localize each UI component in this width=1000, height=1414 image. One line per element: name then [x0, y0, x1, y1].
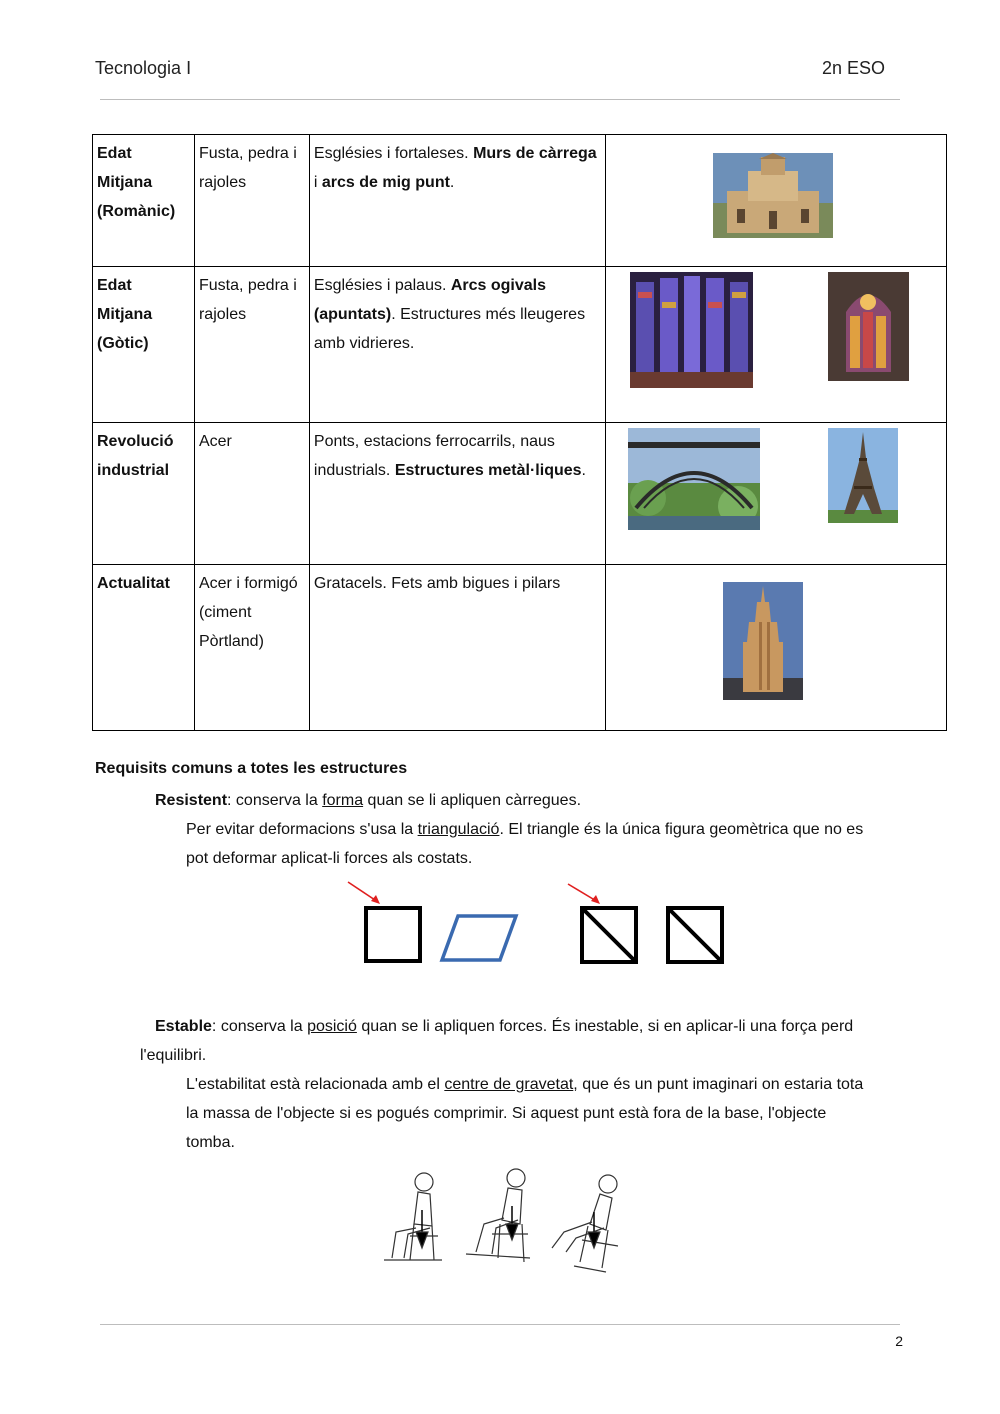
- seated-figure-stable: [384, 1173, 442, 1260]
- cell-line: Pòrtland): [198, 633, 264, 650]
- requisits-heading: Requisits comuns a totes les estructures: [95, 760, 408, 777]
- text-segment: i: [313, 174, 322, 191]
- resistent-paragraph: Resistent: conserva la forma quan se li apliquen càrregues.: [155, 792, 582, 809]
- text-segment: . Estructures més lleugeres amb vidrieres.: [313, 306, 586, 352]
- period-cell: [93, 135, 195, 267]
- triangulated-square: [582, 908, 636, 962]
- stability-chairs-diagram: [380, 1162, 640, 1274]
- materials-cell: [194, 267, 309, 423]
- bold-term: arcs de mig punt: [321, 174, 450, 191]
- eiffel-tower-photo: [828, 428, 898, 523]
- text-segment: Esglésies i palaus.: [313, 277, 451, 294]
- text-segment: .: [449, 174, 455, 191]
- triangulation-paragraph: Per evitar deformacions s'usa la triangulació. El triangle és la única figura geomètrica que no es pot deformar aplicat-li forces als costats.: [186, 821, 864, 867]
- period-cell: [93, 565, 195, 731]
- centre-gravetat-term: centre de gravetat: [444, 1076, 574, 1093]
- period-cell: [93, 267, 195, 423]
- cell-line: Fusta, pedra i: [198, 277, 297, 294]
- table-row: [93, 135, 947, 267]
- materials-cell: [194, 135, 309, 267]
- structures-history-table: [92, 134, 947, 731]
- table-row: [93, 423, 947, 565]
- period-cell: [93, 423, 195, 565]
- stained-glass-window-photo: [828, 272, 909, 381]
- cell-line: industrial: [97, 462, 170, 479]
- resistent-label: Resistent: [155, 792, 228, 809]
- triangulacio-term: triangulació: [417, 821, 500, 838]
- cell-line: Edat: [97, 277, 132, 294]
- cell-line: (ciment: [198, 604, 252, 621]
- gravity-paragraph: L'estabilitat està relacionada amb el centre de gravetat, que és un punt imaginari on estaria tota la massa de l'objecte si es pogués comprimir. Si aquest punt està fora de la base, l'objecte tomba.: [186, 1076, 864, 1151]
- iron-bridge-photo: [628, 428, 760, 530]
- triangulation-diagram: [340, 876, 740, 970]
- text-segment: Gratacels. Fets amb bigues i pilars: [313, 575, 561, 592]
- text-segment: .: [581, 462, 586, 479]
- skyscraper-photo: [723, 582, 803, 700]
- deformed-parallelogram: [442, 916, 516, 960]
- seated-figure-tipping: [552, 1175, 618, 1272]
- cell-line: (Gòtic): [97, 335, 149, 352]
- description-cell: [309, 565, 605, 731]
- cell-line: (Romànic): [97, 203, 176, 220]
- images-cell: [605, 267, 946, 423]
- estable-label: Estable: [155, 1018, 212, 1035]
- subject-title: Tecnologia I: [95, 58, 192, 78]
- cell-line: Edat: [97, 145, 132, 162]
- materials-cell: [194, 565, 309, 731]
- cell-line: Fusta, pedra i: [198, 145, 297, 162]
- bold-term: Murs de càrrega: [473, 145, 597, 162]
- bold-term: Estructures metàl·liques: [394, 462, 582, 479]
- romanesque-church-photo: [713, 153, 833, 238]
- cell-line: rajoles: [198, 174, 247, 191]
- text-segment: Esglésies i fortaleses.: [313, 145, 474, 162]
- course-title: 2n ESO: [821, 58, 885, 78]
- table-row: [93, 267, 947, 423]
- cell-line: rajoles: [198, 306, 247, 323]
- page-header: [95, 58, 885, 82]
- materials-cell: [194, 423, 309, 565]
- posicio-term: posició: [307, 1018, 357, 1035]
- table-row: [93, 565, 947, 731]
- description-cell: [309, 135, 605, 267]
- images-cell: [605, 565, 946, 731]
- images-cell: [605, 135, 946, 267]
- estable-paragraph: Estable: conserva la posició quan se li apliquen forces. És inestable, si en aplicar-li una força perd: [155, 1018, 854, 1035]
- cell-line: Actualitat: [97, 575, 170, 592]
- images-cell: [605, 423, 946, 565]
- estable-paragraph-cont: l'equilibri.: [140, 1047, 207, 1064]
- cell-line: Mitjana: [97, 174, 153, 191]
- forma-term: forma: [322, 792, 364, 809]
- cell-line: Mitjana: [97, 306, 153, 323]
- red-force-arrow: [348, 882, 380, 904]
- description-cell: [309, 267, 605, 423]
- description-cell: [309, 423, 605, 565]
- bold-term: Arcs ogivals (apuntats): [313, 277, 547, 323]
- seated-figure-leaning: [466, 1169, 530, 1262]
- footer-divider: [100, 1324, 900, 1325]
- gothic-chapel-interior-photo: [630, 272, 753, 388]
- text-segment: Ponts, estacions ferrocarrils, naus industrials.: [313, 433, 555, 479]
- triangulated-square: [668, 908, 722, 962]
- cell-line: Acer: [198, 433, 232, 450]
- square-figure: [366, 908, 420, 961]
- cell-line: Revolució: [97, 433, 174, 450]
- red-force-arrow: [568, 884, 600, 904]
- cell-line: Acer i formigó: [198, 575, 298, 592]
- page-number: 2: [895, 1333, 903, 1349]
- header-divider: [100, 99, 900, 100]
